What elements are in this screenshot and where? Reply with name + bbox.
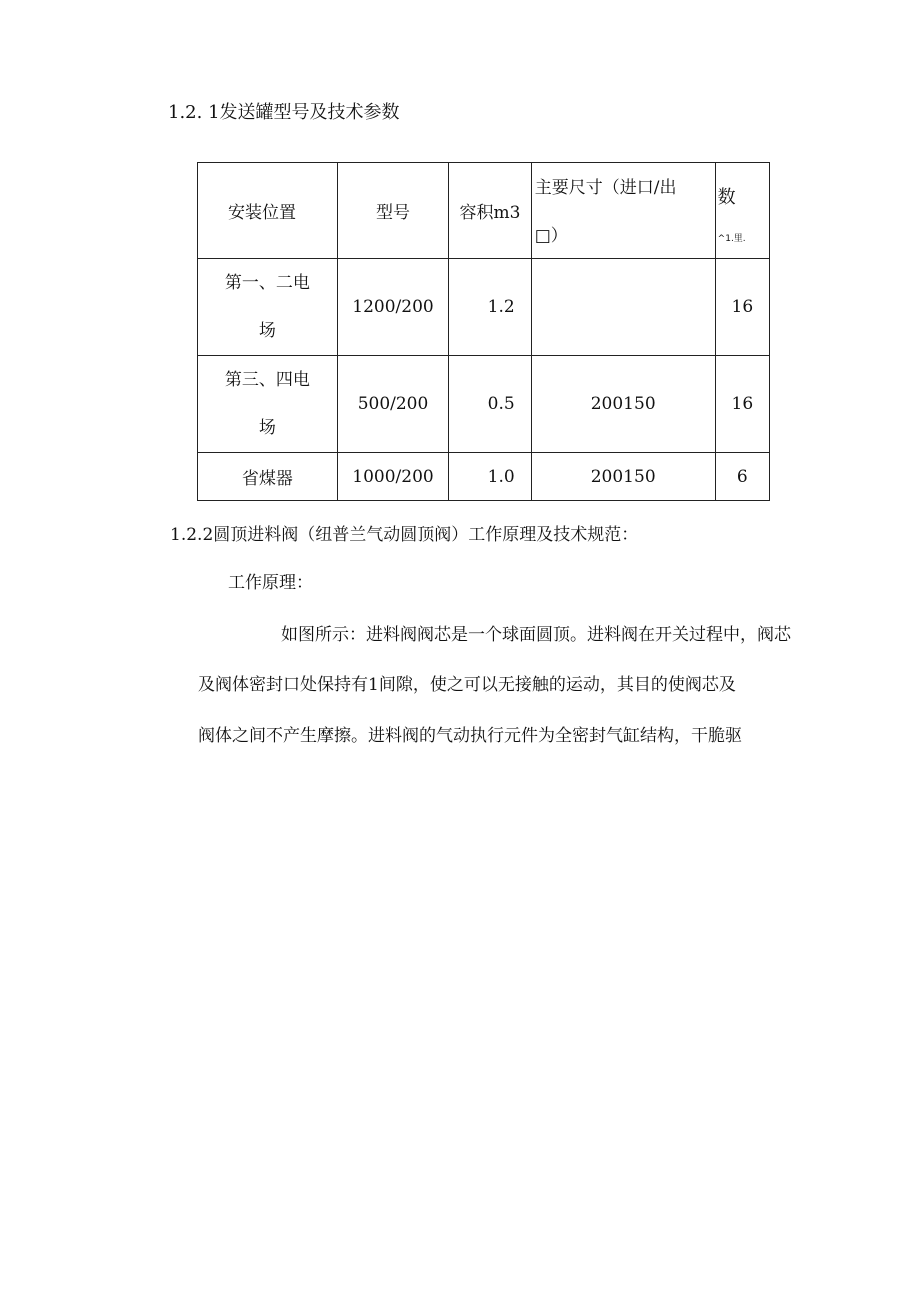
table-row [198, 259, 770, 356]
header-volume: 容积m3 [449, 163, 531, 259]
cell-model: 1200/200 [337, 259, 449, 356]
cell-quantity: 6 [715, 453, 769, 501]
cell-quantity: 16 [715, 356, 769, 453]
paragraph-line-1: 如图所示：进料阀阀芯是一个球面圆顶。进料阀在开关过程中，阀芯 [281, 625, 791, 645]
cell-location [198, 259, 338, 356]
spec-table [197, 162, 770, 501]
header-location: 安装位置 [198, 163, 338, 259]
cell-location-line2: 场 [258, 418, 276, 438]
header-quantity-sub: ^1.里. [717, 234, 746, 244]
cell-quantity: 16 [715, 259, 769, 356]
cell-dimension [531, 259, 715, 356]
header-quantity-main: 数 [717, 187, 736, 208]
cell-location: 省煤器 [198, 453, 338, 501]
section-heading-1-2-1: 1.2. 1发送罐型号及技术参数 [168, 102, 400, 123]
section-heading-1-2-2: 1.2.2圆顶进料阀（纽普兰气动圆顶阀）工作原理及技术规范： [170, 525, 639, 545]
cell-location-line1: 第一、二电 [224, 273, 310, 293]
header-dimension-line1: 主要尺寸（进口/出 [534, 178, 677, 198]
cell-model: 500/200 [337, 356, 449, 453]
header-quantity [715, 163, 769, 259]
header-dimension-line2: □） [534, 226, 568, 246]
paragraph-line-3: 阀体之间不产生摩擦。进料阀的气动执行元件为全密封气缸结构，干脆驱 [198, 726, 742, 746]
cell-volume: 1.2 [449, 259, 531, 356]
table-header-row [198, 163, 770, 259]
table-row [198, 453, 770, 501]
header-dimension [531, 163, 715, 259]
cell-location [198, 356, 338, 453]
table-row [198, 356, 770, 453]
cell-model: 1000/200 [337, 453, 449, 501]
subheading-working-principle: 工作原理： [228, 573, 313, 593]
cell-volume: 0.5 [449, 356, 531, 453]
cell-volume: 1.0 [449, 453, 531, 501]
cell-location-line2: 场 [258, 321, 276, 341]
cell-location-line1: 第三、四电 [224, 370, 310, 390]
header-model: 型号 [337, 163, 449, 259]
cell-dimension: 200150 [531, 356, 715, 453]
paragraph-line-2: 及阀体密封口处保持有1间隙，使之可以无接触的运动，其目的使阀芯及 [198, 675, 736, 695]
cell-dimension: 200150 [531, 453, 715, 501]
